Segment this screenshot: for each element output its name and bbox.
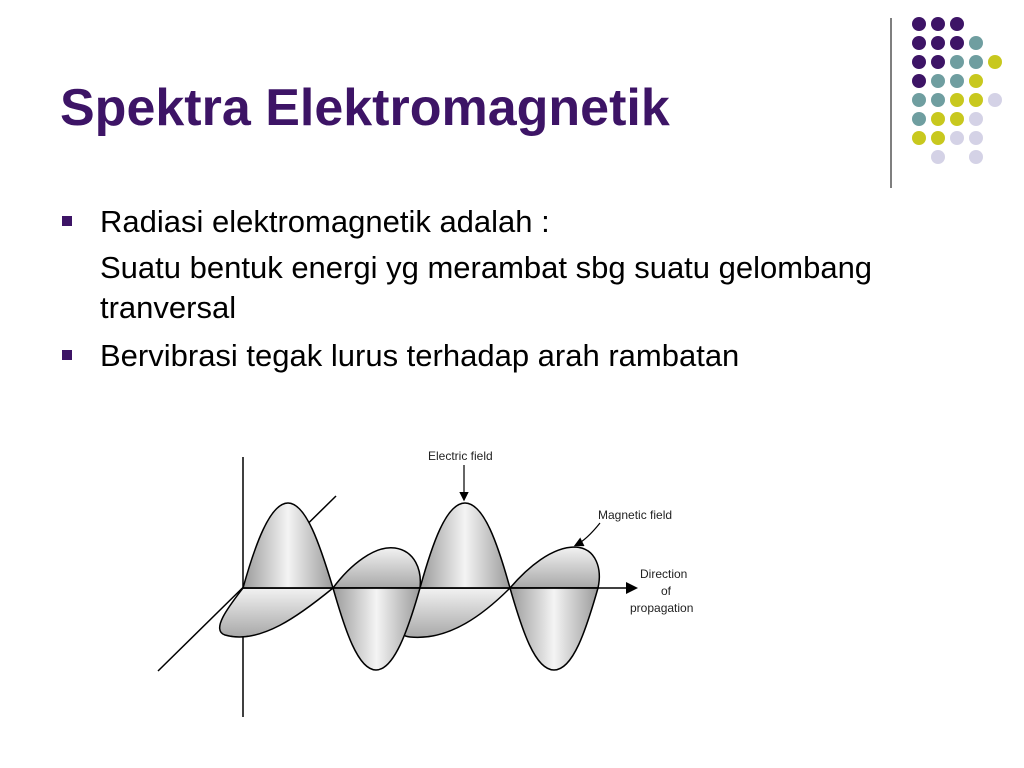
decorative-dot (969, 131, 983, 145)
decorative-dot (931, 150, 945, 164)
decorative-dot (931, 131, 945, 145)
decorative-dot (931, 93, 945, 107)
decorative-dot (950, 93, 964, 107)
decorative-dot (912, 131, 926, 145)
decorative-dot (969, 93, 983, 107)
bullet-sub-text: Suatu bentuk energi yg merambat sbg suatu gelombang tranversal (100, 250, 873, 325)
decorative-dot (912, 93, 926, 107)
bullet-list (62, 198, 892, 380)
decorative-dot (931, 36, 945, 50)
magnetic-field-label: Magnetic field (598, 508, 673, 522)
magnetic-lobe (510, 547, 599, 588)
decorative-dot (969, 55, 983, 69)
square-bullet-icon (62, 350, 72, 360)
electric-lobe (420, 503, 510, 588)
decorative-dot (950, 112, 964, 126)
direction-label-line2: of (661, 584, 672, 598)
decorative-dot (950, 36, 964, 50)
decorative-dot (969, 36, 983, 50)
decorative-dot (931, 112, 945, 126)
slide-title: Spektra Elektromagnetik (60, 79, 670, 137)
decorative-dot (950, 74, 964, 88)
decorative-dot (912, 36, 926, 50)
decorative-dot (931, 17, 945, 31)
magnetic-field-pointer (576, 523, 600, 545)
decorative-dot (931, 74, 945, 88)
decorative-dot (969, 112, 983, 126)
direction-label-line1: Direction (640, 567, 688, 581)
decorative-dot (912, 74, 926, 88)
decorative-dot (912, 55, 926, 69)
bullet-text: Radiasi elektromagnetik adalah : (100, 204, 550, 239)
electric-lobe (333, 588, 420, 670)
electric-lobe (510, 588, 598, 670)
decorative-divider (890, 18, 892, 188)
bullet-item (62, 198, 892, 328)
decorative-dot (931, 55, 945, 69)
decorative-dot (912, 17, 926, 31)
magnetic-lobe (220, 588, 333, 637)
decorative-dot (988, 55, 1002, 69)
decorative-dot (969, 150, 983, 164)
decorative-dot (950, 17, 964, 31)
decorative-dot (969, 74, 983, 88)
square-bullet-icon (62, 216, 72, 226)
decorative-dot (950, 131, 964, 145)
magnetic-lobe (333, 548, 420, 588)
bullet-item (62, 332, 892, 380)
decorative-dot (912, 112, 926, 126)
decorative-dot (988, 93, 1002, 107)
bullet-text: Bervibrasi tegak lurus terhadap arah rambatan (100, 338, 740, 373)
electric-field-label: Electric field (428, 449, 493, 463)
decorative-dot (950, 55, 964, 69)
electric-lobe (243, 503, 333, 588)
direction-label-line3: propagation (630, 601, 694, 615)
em-wave-diagram (150, 445, 720, 725)
